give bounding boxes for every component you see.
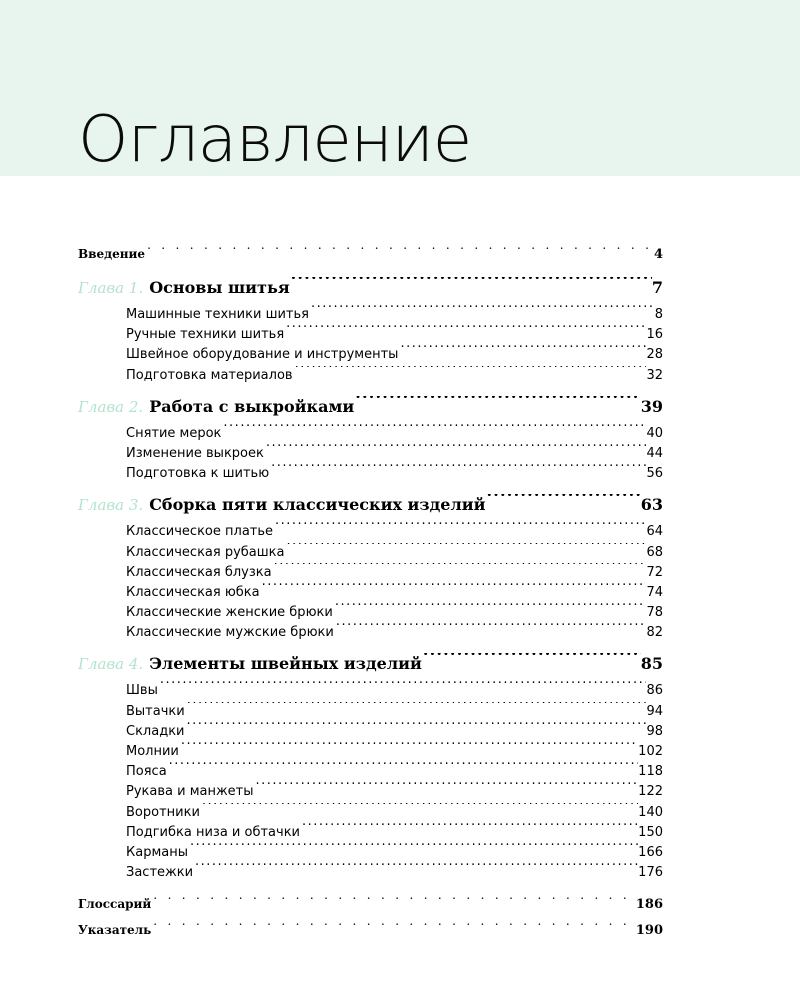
chapter-title: Основы шитья: [149, 278, 290, 297]
page-number: 150: [638, 824, 663, 840]
dot-leader: [185, 722, 647, 735]
toc-entry-label: Введение: [78, 247, 146, 261]
chapter-2[interactable]: [78, 390, 663, 424]
page-number: 166: [638, 844, 663, 860]
toc-entry-glossary[interactable]: [78, 891, 663, 917]
dot-leader: [200, 803, 638, 816]
dot-leader: [284, 325, 646, 338]
dot-leader: [485, 494, 640, 510]
toc-entry-label: Глоссарий: [78, 897, 152, 912]
section-label: Рукава и манжеты: [126, 784, 254, 800]
page-number: 82: [646, 625, 663, 641]
dot-leader: [333, 603, 647, 616]
section-item[interactable]: [78, 843, 663, 863]
section-item[interactable]: [78, 325, 663, 345]
section-item[interactable]: [78, 563, 663, 583]
section-label: Подготовка к шитью: [126, 466, 270, 482]
section-item[interactable]: [78, 424, 663, 444]
section-item[interactable]: [78, 762, 663, 782]
section-label: Ручные техники шитья: [126, 327, 285, 343]
chapter-title: Работа с выкройками: [149, 396, 355, 416]
toc-entry-index[interactable]: [78, 917, 663, 943]
page-number: 7: [651, 278, 663, 297]
toc-entry-label: Указатель: [78, 923, 152, 938]
dot-leader: [290, 277, 652, 293]
chapter-number: Глава 4.: [78, 655, 144, 674]
section-item[interactable]: [78, 543, 663, 563]
chapter-3[interactable]: [78, 488, 663, 522]
table-of-contents: [78, 241, 663, 943]
page-number: 44: [646, 445, 663, 461]
dot-leader: [272, 563, 647, 576]
section-item[interactable]: [78, 583, 663, 603]
page-number: 64: [646, 524, 663, 540]
section-item[interactable]: [78, 522, 663, 542]
page-number: 186: [635, 897, 663, 913]
page-number: 39: [640, 396, 663, 416]
section-item[interactable]: [78, 305, 663, 325]
dot-leader: [151, 922, 636, 934]
section-label: Воротники: [126, 804, 200, 820]
section-label: Подгибка низа и обтачки: [126, 824, 300, 840]
section-label: Классическое платье: [126, 524, 274, 540]
page-number: 122: [638, 784, 663, 800]
dot-leader: [193, 863, 638, 876]
dot-leader: [273, 522, 646, 535]
section-label: Классическая юбка: [126, 584, 260, 600]
page-number: 74: [646, 584, 663, 600]
section-label: Снятие мерок: [126, 425, 222, 441]
section-item[interactable]: [78, 623, 663, 643]
dot-leader: [151, 896, 636, 908]
dot-leader: [300, 823, 638, 836]
chapter-number: Глава 3.: [78, 496, 144, 515]
section-label: Складки: [126, 723, 185, 739]
page-number: 102: [638, 744, 663, 759]
section-label: Изменение выкроек: [126, 445, 264, 461]
page-number: 40: [646, 425, 663, 441]
dot-leader: [167, 762, 639, 775]
section-item[interactable]: [78, 681, 663, 701]
section-item[interactable]: [78, 782, 663, 802]
dot-leader: [422, 653, 641, 669]
page-number: 78: [646, 605, 663, 621]
section-label: Классическая блузка: [126, 564, 272, 580]
dot-leader: [293, 366, 647, 379]
chapter-number: Глава 1.: [78, 279, 144, 297]
chapter-number: Глава 2.: [78, 397, 144, 416]
dot-leader: [158, 681, 647, 694]
page-number: 86: [646, 683, 663, 699]
section-item[interactable]: [78, 603, 663, 623]
section-item[interactable]: [78, 722, 663, 742]
dot-leader: [285, 543, 647, 556]
dot-leader: [185, 702, 647, 715]
dot-leader: [145, 246, 654, 258]
page-number: 56: [646, 466, 663, 482]
page-title: Оглавление: [78, 103, 472, 177]
section-item[interactable]: [78, 444, 663, 464]
page-number: 140: [638, 804, 663, 820]
dot-leader: [334, 623, 647, 636]
page-number: 68: [646, 544, 663, 560]
page-number: 8: [654, 307, 663, 322]
dot-leader: [254, 782, 639, 795]
section-label: Подготовка материалов: [126, 367, 293, 383]
page-number: 94: [646, 703, 663, 719]
section-label: Карманы: [126, 844, 188, 860]
chapter-4[interactable]: [78, 647, 663, 681]
section-item[interactable]: [78, 702, 663, 722]
section-item[interactable]: [78, 803, 663, 823]
page-number: 72: [646, 564, 663, 580]
dot-leader: [260, 583, 647, 596]
section-label: Пояса: [126, 764, 167, 780]
dot-leader: [221, 424, 646, 437]
dot-leader: [354, 396, 641, 412]
section-label: Швейное оборудование и инструменты: [126, 347, 399, 363]
dot-leader: [269, 464, 646, 477]
section-item[interactable]: [78, 464, 663, 484]
section-item[interactable]: [78, 345, 663, 365]
page-number: 16: [646, 327, 663, 343]
section-label: Машинные техники шитья: [126, 307, 309, 322]
page-number: 118: [638, 764, 663, 780]
chapter-1[interactable]: [78, 271, 663, 305]
section-label: Застежки: [126, 865, 194, 881]
section-label: Вытачки: [126, 703, 185, 719]
section-label: Молнии: [126, 744, 179, 759]
dot-leader: [188, 843, 638, 856]
dot-leader: [309, 305, 655, 318]
page-number: 190: [635, 923, 663, 939]
section-label: Классическая рубашка: [126, 544, 285, 560]
dot-leader: [264, 444, 647, 457]
page-number: 98: [646, 723, 663, 739]
page-number: 32: [646, 367, 663, 383]
section-item[interactable]: [78, 823, 663, 843]
section-item[interactable]: [78, 742, 663, 762]
section-label: Классические женские брюки: [126, 605, 333, 621]
page-number: 85: [640, 654, 663, 674]
page-number: 63: [640, 495, 663, 515]
section-label: Классические мужские брюки: [126, 625, 334, 641]
page-number: 176: [638, 865, 663, 881]
dot-leader: [398, 345, 646, 358]
chapter-title: Сборка пяти классических изделий: [149, 495, 486, 515]
page-number: 28: [646, 347, 663, 363]
page-number: 4: [653, 247, 663, 262]
section-item[interactable]: [78, 366, 663, 386]
dot-leader: [179, 742, 638, 755]
section-label: Швы: [126, 683, 158, 699]
toc-entry-intro[interactable]: [78, 241, 663, 267]
section-item[interactable]: [78, 863, 663, 883]
chapter-title: Элементы швейных изделий: [149, 654, 422, 674]
